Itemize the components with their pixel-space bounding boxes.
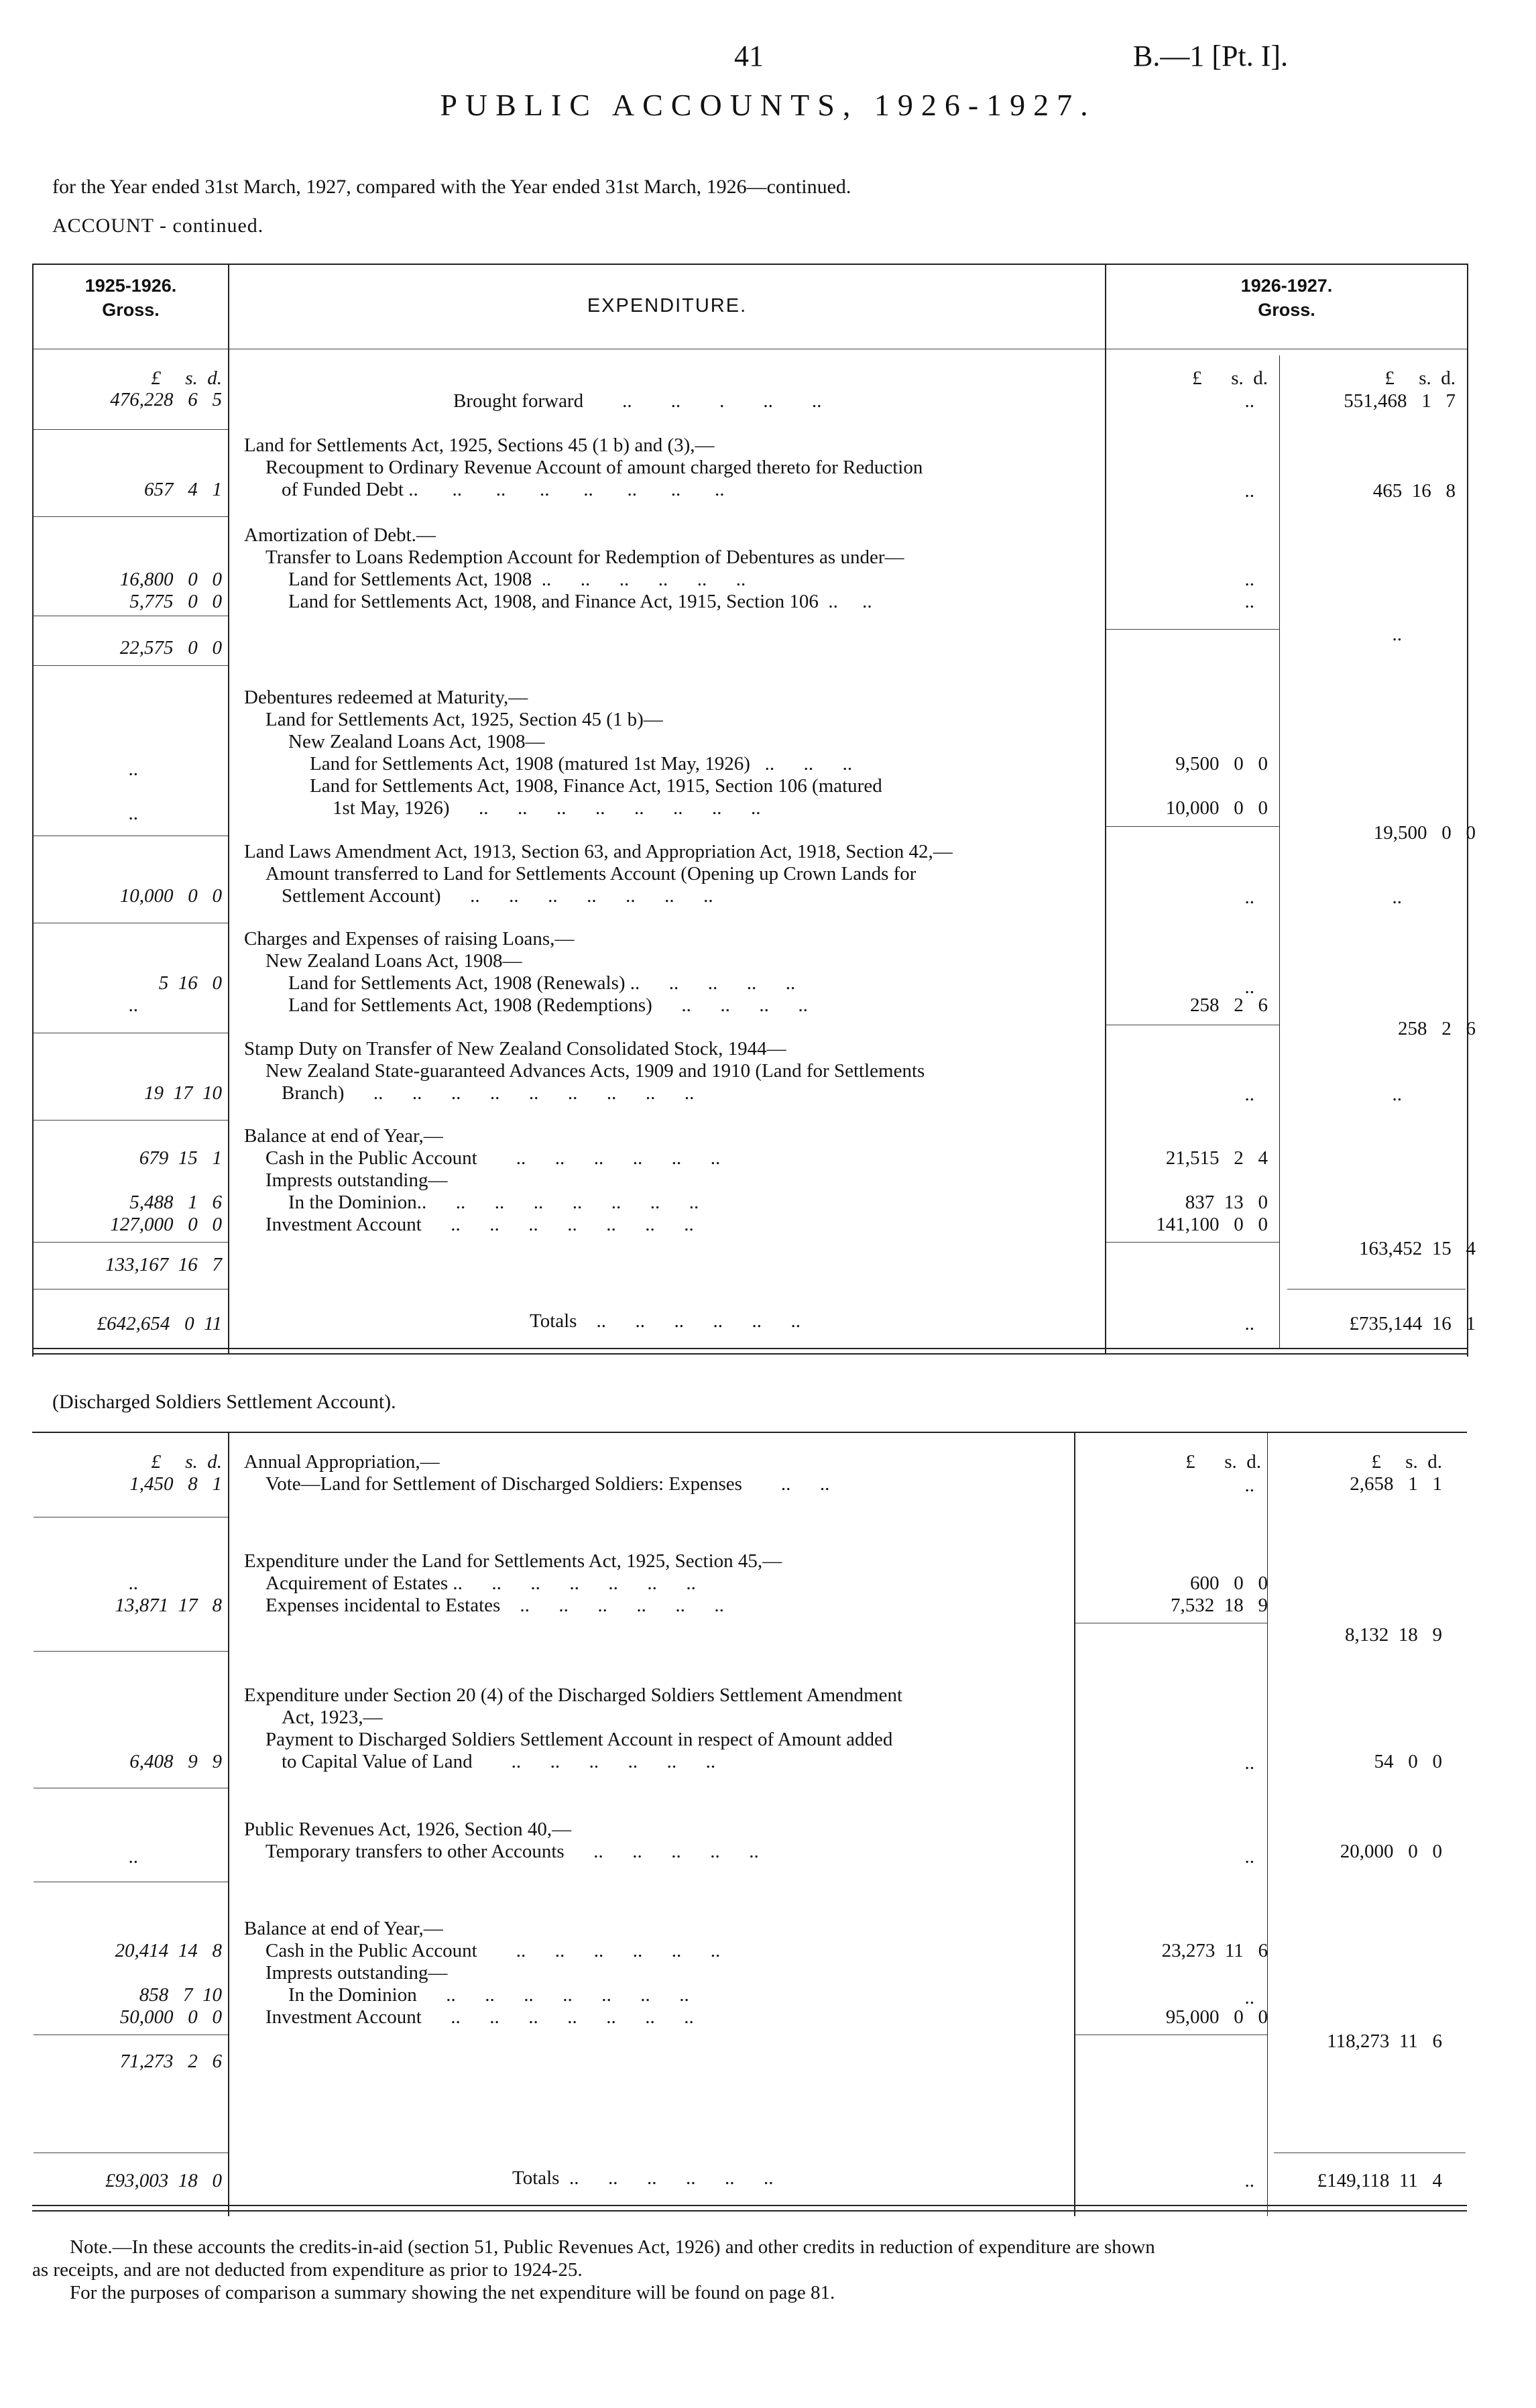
left-stamp: 19 17 10	[144, 1082, 222, 1104]
note-line-2: as receipts, and are not deducted from expenditure as prior to 1924-25.	[32, 2259, 583, 2281]
page-subtitle: for the Year ended 31st March, 1927, compared with the Year ended 31st March, 1926—continued.	[52, 176, 851, 198]
left-cash-2: 20,414 14 8	[115, 1940, 222, 1961]
row-stamp-branch: Branch) .. .. .. .. .. .. .. .. ..	[282, 1082, 695, 1104]
right-charges: 258 2 6	[1398, 1018, 1476, 1039]
right-amort: ..	[1392, 624, 1402, 645]
mid-amort-1: ..	[1244, 569, 1254, 590]
left-brought-forward: 476,228 6 5	[110, 389, 222, 410]
mid-totals: ..	[1244, 1313, 1254, 1334]
row-totals: Totals .. .. .. .. .. ..	[530, 1310, 801, 1332]
table1-left-border	[32, 264, 34, 1357]
mid-payment: ..	[1244, 1752, 1254, 1774]
lsd-heading-left-2: £ s. d.	[151, 1451, 222, 1473]
mid-cash: 21,515 2 4	[1165, 1147, 1268, 1169]
left-totals-2: £93,003 18 0	[105, 2170, 222, 2191]
row-charges: Charges and Expenses of raising Loans,—	[244, 928, 575, 950]
left-acquirement: ..	[128, 1572, 138, 1594]
left-rule	[34, 2034, 228, 2035]
left-amort-total: 22,575 0 0	[119, 637, 222, 658]
mid-cash-2: 23,273 11 6	[1161, 1940, 1268, 1961]
mid-rule	[1075, 2034, 1267, 2035]
right-brought-forward: 551,468 1 7	[1344, 390, 1456, 412]
row-stamp-duty: Stamp Duty on Transfer of New Zealand Consolidated Stock, 1944—	[244, 1038, 786, 1059]
row-land-laws: Land Laws Amendment Act, 1913, Section 63, and Appropriation Act, 1918, Section 42,—	[244, 841, 953, 862]
header-1925-1926: 1925-1926. Gross.	[84, 276, 177, 320]
lsd-heading-right-2: £ s. d.	[1371, 1451, 1442, 1473]
mid-deb-2: 10,000 0 0	[1165, 797, 1268, 819]
mid-incidental: 7,532 18 9	[1171, 1595, 1268, 1616]
row-imprests-2: Imprests outstanding—	[265, 1962, 448, 1984]
left-charges-2: ..	[128, 994, 138, 1016]
left-rule	[34, 516, 228, 517]
row-acquirement: Acquirement of Estates .. .. .. .. .. .. ..	[265, 1572, 696, 1594]
mid-temporary: ..	[1244, 1846, 1254, 1868]
table2-col-divider-1	[228, 1432, 229, 2216]
table1-col-divider-3	[1279, 355, 1280, 1348]
table2-col-divider-3	[1267, 1432, 1268, 2216]
mid-investment: 141,100 0 0	[1156, 1214, 1268, 1235]
right-balance-2: 118,273 11 6	[1327, 2030, 1442, 2052]
mid-amort-2: ..	[1244, 591, 1254, 612]
row-land-laws-settlement: Settlement Account) .. .. .. .. .. .. ..	[282, 885, 713, 907]
table2-bottom-rule-1	[32, 2205, 1467, 2206]
mid-stamp: ..	[1244, 1084, 1254, 1105]
right-payment: 54 0 0	[1374, 1751, 1442, 1772]
left-rule	[34, 1242, 228, 1243]
mid-imprests-2: ..	[1244, 1987, 1254, 2008]
row-capital-value: to Capital Value of Land .. .. .. .. .. ..	[282, 1751, 716, 1772]
table1-col-divider-1	[228, 264, 229, 1353]
row-amort-1915: Land for Settlements Act, 1908, and Finance Act, 1915, Section 106 .. ..	[288, 591, 872, 612]
mid-totals-2: ..	[1244, 2170, 1254, 2191]
right-temporary: 20,000 0 0	[1340, 1841, 1442, 1862]
mid-imprests: 837 13 0	[1185, 1192, 1268, 1213]
row-deb-1925: Land for Settlements Act, 1925, Section 45 (1 b)—	[265, 709, 663, 730]
row-totals-2: Totals .. .. .. .. .. ..	[512, 2167, 774, 2189]
row-deb-matured-1: Land for Settlements Act, 1908 (matured 1st May, 1926) .. .. ..	[310, 753, 853, 775]
left-charges-1: 5 16 0	[158, 972, 222, 994]
row-recoupment: Recoupment to Ordinary Revenue Account of amount charged thereto for Reduction	[265, 457, 923, 478]
mid-appropriation: ..	[1244, 1475, 1254, 1496]
row-amort-1908: Land for Settlements Act, 1908 .. .. .. .. .. ..	[288, 569, 746, 590]
left-totals: £642,654 0 11	[97, 1313, 222, 1334]
row-vote-land: Vote—Land for Settlement of Discharged Soldiers: Expenses .. ..	[265, 1473, 830, 1495]
header-expenditure: EXPENDITURE.	[587, 295, 748, 317]
row-in-dominion-2: In the Dominion .. .. .. .. .. .. ..	[288, 1984, 689, 2006]
row-deb-matured-3: 1st May, 1926) .. .. .. .. .. .. .. ..	[333, 797, 761, 819]
header-1926-1927: 1926-1927. Gross.	[1240, 276, 1333, 320]
row-investment: Investment Account .. .. .. .. .. .. ..	[265, 1214, 694, 1235]
mid-rule	[1106, 1242, 1279, 1243]
mid-acquirement: 600 0 0	[1190, 1572, 1268, 1594]
row-deb-nz-loans: New Zealand Loans Act, 1908—	[288, 731, 545, 752]
left-payment: 6,408 9 9	[129, 1751, 222, 1772]
left-temporary: ..	[128, 1846, 138, 1868]
row-transfer-loans: Transfer to Loans Redemption Account for Redemption of Debentures as under—	[265, 547, 904, 568]
left-balance-total: 133,167 16 7	[105, 1254, 222, 1275]
row-act-1923: Act, 1923,—	[282, 1707, 383, 1728]
mid-recoupment: ..	[1244, 480, 1254, 502]
row-expenditure-s45: Expenditure under the Land for Settlements Act, 1925, Section 45,—	[244, 1550, 782, 1572]
account-line: ACCOUNT - continued.	[52, 215, 264, 237]
left-amort-1: 16,800 0 0	[119, 569, 222, 590]
left-deb-1: ..	[128, 758, 138, 780]
table1-col-divider-2	[1105, 264, 1106, 1353]
mid-land-laws: ..	[1244, 886, 1254, 908]
row-balance-2: Balance at end of Year,—	[244, 1918, 443, 1939]
right-totals: £735,144 16 1	[1349, 1313, 1476, 1334]
right-stamp: ..	[1392, 1084, 1402, 1105]
row-balance: Balance at end of Year,—	[244, 1125, 443, 1147]
note-line-3: For the purposes of comparison a summary showing the net expenditure will be found on page 81.	[70, 2282, 835, 2303]
page-number: 41	[734, 40, 764, 72]
row-temporary-transfers: Temporary transfers to other Accounts .. .. .. .. ..	[265, 1841, 759, 1862]
left-investment: 127,000 0 0	[110, 1214, 222, 1235]
lsd-heading-mid: £ s. d.	[1192, 367, 1268, 389]
mid-charges-1: ..	[1244, 976, 1254, 998]
row-in-dominion: In the Dominion.. .. .. .. .. .. .. ..	[288, 1192, 699, 1213]
document-reference: B.—1 [Pt. I].	[1133, 40, 1288, 72]
left-land-laws: 10,000 0 0	[119, 885, 222, 907]
mid-investment-2: 95,000 0 0	[1165, 2006, 1268, 2028]
left-imprests: 5,488 1 6	[129, 1192, 222, 1213]
row-investment-2: Investment Account .. .. .. .. .. .. ..	[265, 2006, 694, 2028]
page-title: PUBLIC ACCOUNTS, 1926-1927.	[440, 88, 1096, 122]
right-land-laws: ..	[1392, 886, 1402, 908]
left-imprests-2: 858 7 10	[139, 1984, 222, 2006]
mid-rule	[1106, 629, 1279, 630]
row-land-laws-transfer: Amount transferred to Land for Settlements Account (Opening up Crown Lands for	[265, 863, 917, 884]
note-line-1: Note.—In these accounts the credits-in-aid (section 51, Public Revenues Act, 1926) and other credits in reduction of expenditure are shown	[70, 2236, 1155, 2258]
left-deb-2: ..	[128, 803, 138, 824]
left-incidental: 13,871 17 8	[115, 1595, 222, 1616]
table1-top-border	[32, 264, 1467, 265]
row-payment: Payment to Discharged Soldiers Settlement Account in respect of Amount added	[265, 1729, 893, 1750]
left-investment-2: 50,000 0 0	[119, 2006, 222, 2028]
row-amortization: Amortization of Debt.—	[244, 524, 436, 546]
mid-charges-2: 258 2 6	[1190, 994, 1268, 1016]
right-incidental: 8,132 18 9	[1345, 1624, 1442, 1646]
row-stamp-advances: New Zealand State-guaranteed Advances Acts, 1909 and 1910 (Land for Settlements	[265, 1060, 925, 1082]
mid-rule	[1106, 826, 1279, 827]
row-charges-nz-loans: New Zealand Loans Act, 1908—	[265, 950, 522, 972]
table1-right-border	[1467, 264, 1468, 1357]
left-recoupment: 657 4 1	[144, 479, 222, 500]
mid-brought-forward: ..	[1244, 390, 1254, 412]
row-funded-debt: of Funded Debt .. .. .. .. .. .. .. ..	[282, 479, 725, 500]
right-appropriation: 2,658 1 1	[1350, 1473, 1442, 1495]
left-cash: 679 15 1	[139, 1147, 222, 1169]
row-cash-public: Cash in the Public Account .. .. .. .. .. ..	[265, 1147, 721, 1169]
left-balance-total-2: 71,273 2 6	[119, 2051, 222, 2072]
row-incidental: Expenses incidental to Estates .. .. .. .. .. ..	[265, 1595, 724, 1616]
left-rule	[34, 665, 228, 666]
lsd-heading-mid-2: £ s. d.	[1185, 1451, 1261, 1473]
lsd-heading-left: £ s. d.	[151, 367, 222, 389]
right-balance: 163,452 15 4	[1359, 1238, 1476, 1259]
row-cash-public-2: Cash in the Public Account .. .. .. .. .. ..	[265, 1940, 721, 1961]
row-public-revenues: Public Revenues Act, 1926, Section 40,—	[244, 1819, 572, 1840]
table1-bottom-rule-2	[32, 1353, 1467, 1355]
table2-col-divider-2	[1074, 1432, 1075, 2216]
row-deb-matured-2: Land for Settlements Act, 1908, Finance Act, 1915, Section 106 (matured	[310, 775, 882, 797]
right-totals-2: £149,118 11 4	[1317, 2170, 1442, 2191]
left-amort-2: 5,775 0 0	[129, 591, 222, 612]
lsd-heading-right: £ s. d.	[1384, 367, 1456, 389]
row-s20-expenditure: Expenditure under Section 20 (4) of the Discharged Soldiers Settlement Amendment	[244, 1684, 903, 1706]
row-charges-redemptions: Land for Settlements Act, 1908 (Redemptions) .. .. .. ..	[288, 994, 808, 1016]
table2-top-border	[32, 1432, 1467, 1433]
right-recoupment: 465 16 8	[1372, 480, 1456, 502]
row-brought-forward: Brought forward .. .. . .. ..	[453, 390, 822, 412]
row-debentures: Debentures redeemed at Maturity,—	[244, 687, 528, 708]
left-rule	[34, 1120, 228, 1121]
right-deb: 19,500 0 0	[1373, 822, 1476, 844]
table1-bottom-rule-1	[32, 1348, 1467, 1349]
mid-deb-1: 9,500 0 0	[1175, 753, 1268, 775]
row-annual-appropriation: Annual Appropriation,—	[244, 1451, 440, 1473]
section-title-discharged-soldiers: (Discharged Soldiers Settlement Account).	[52, 1391, 396, 1413]
row-charges-renewals: Land for Settlements Act, 1908 (Renewals) .. .. .. .. ..	[288, 972, 796, 994]
left-appropriation: 1,450 8 1	[129, 1473, 222, 1495]
left-rule	[34, 429, 228, 430]
table2-bottom-rule-2	[32, 2210, 1467, 2212]
row-imprests: Imprests outstanding—	[265, 1169, 448, 1191]
row-land-settlements-1925: Land for Settlements Act, 1925, Sections 45 (1 b) and (3),—	[244, 435, 715, 456]
left-rule	[34, 1651, 228, 1652]
